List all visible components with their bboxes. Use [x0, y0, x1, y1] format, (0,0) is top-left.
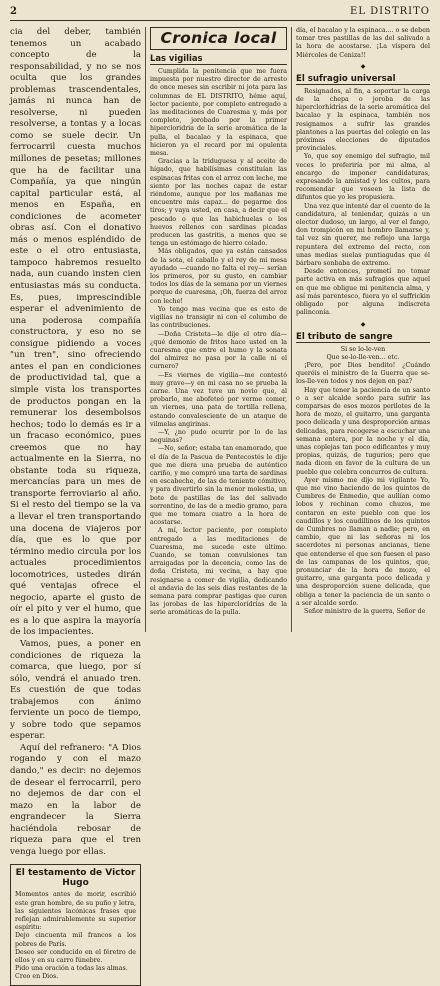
page-number: 2	[10, 6, 17, 17]
column-3	[296, 27, 430, 632]
column-rule-2	[291, 27, 292, 632]
column-rule-1	[145, 27, 146, 632]
article-paragraph: Cumplida la penitencia que me fuera impuesta por nuestro director de arresto de once meses sin escribir ni jota para las columnas de EL DISTRITO, héme aquí, lector paciente, por completo entregado a las meditaciones de Cuaresma y, más por completo, jorobado por la primer hipercloridria de la serie aromática de la pulla, el bacalao y la espinaca, que hicieron ya el recard por mi opulenta mesa.	[150, 68, 287, 158]
article-paragraph: Una vez que intenté dar el cuento de la candidatura, al teniendar, quizás a un elector dudoso, un largo, al ver el fango, don trompicón en mi hombro llamarse y, tal vez sin querer, me reflejo una larga repuntera del extremo del recto, con unas medias suelas puntiagudas que él bárbaro sonbaba de extremo.	[296, 202, 430, 268]
box-title: El testamento de Victor Hugo	[15, 868, 136, 889]
article-paragraph: —No, señor; estaba tan enamorado, que el día de la Pascua de Pentecostés le dije que me diera una prueba de auténtico cariño, y me compró una tarta de sardinas en escabeche, de las de teniente cómitivo, y para divertirlo sin la menor molestia, un bote de pastillas de las del salivado sorrentino, de las de a medio gramo, para que me tomara cuatro a la hora de acostarse.	[150, 445, 287, 527]
article-paragraph: —Y, ¿no pudo ocurrir por lo de las neguinas?	[150, 428, 287, 445]
article-headline: El sufragio universal	[296, 74, 430, 85]
diamond-ornament-icon: ◆	[360, 320, 366, 328]
article-paragraph: Si se lo-le-ven	[340, 345, 386, 353]
article-paragraph: Gracias a la triduguesa y al aceite de hígado, que habilísimas constituían las espinacas fritas con el arroz con leche, me siento por las noches capaz de estar riéndome, aunque por los mañanas me encuentre más capaz... de pegarme dos tiros; y vaya usted, en casa, a decir que el pescado o que las habichuelas o los huevos rellenos con sardinas picadas producen las gastritis, a menos que se tenga un estómago de hierro colado.	[150, 158, 287, 248]
diamond-ornament-icon: ◆	[360, 62, 366, 70]
victor-hugo-box	[10, 864, 141, 985]
article-paragraph: —Es viernes de vigilia—me contestó muy grave—y en mi casa no se prueba la carne. Una vez tuve un novio que, al probarlo, me abofeteó por verme comer, un viernes, una pata de tortilla rellena, estando convalesciente de un ataque de vilmelas angirinas.	[150, 371, 287, 428]
article-paragraph: Desde entonces, prometí no tomar parte activa en más sufragios que aquel en que me obligue mi penitencia alma, y así más parentesco, fuera yo el suffrickin obligado por alguna indiscreta palinconía.	[296, 268, 430, 317]
article-paragraph: día, el bacalao y la espinaca.... o se deben tomar tres pastillas de las del salivado a la hora de acostarse. ¡La víspera del Miércoles de Ceniza!!	[296, 27, 430, 59]
article-paragraph: Hay que tener la paciencia de un santo o a ser alcalde sordo para sufrir las comparsas de esos mozos perilotes de la hora de mozo, el guitarro, una garganta poco delicada y una desproporción armas delicadas, para recogerse a escuchar una semana entera, por la noche y el día, unas coplejas tan poco edificantes y muy propias, quizás, de tugurios; pero que nada dicen en favor de la cultura de un pueblo que celebra concurros de cultura.	[296, 386, 430, 476]
column-1	[10, 27, 141, 981]
article-paragraph: Vamos, pues, a poner en condiciones de riqueza la comarca, que luego, por sí sólo, vendrá el anuado tren. Es cuestión de que todas trabajemos con ánimo ferviente un poco de tiempo, y sobre todo que sepamos esperar.	[10, 638, 141, 742]
box-paragraph: Creo en Dios.	[15, 973, 59, 981]
article-paragraph: Más obligados, que ya están cansados de la sota, el caballo y el rey de mi mesa ayudado —cuando no falta el rey— serían los primeros, por su gusto, en cambiar todos los días de la semana por un viernes porque de cuaresma, ¡Oh, fuerza del arroz con leche!	[150, 248, 287, 305]
article-paragraph: ¡Pero, por Dios bendito! ¿Cuándo queréis el ministro de la Guerra que se-los-lle-ven todos y nos dejen en paz?	[296, 361, 430, 386]
article-headline: Las vigilias	[150, 53, 287, 65]
article-headline: El tributo de sangre	[296, 332, 430, 343]
article-paragraph: Yo tengo mas vecina que es esto de vigilias no transigir ni con el columbo de las contribuciones.	[150, 305, 287, 330]
box-paragraph: Deseo ser conducido en el féretro de ellos y en su carro fúnebre.	[15, 948, 136, 964]
article-paragraph: —Doña Cristeta—le dije el otro día—¿qué demonio de fritos hace usted en la cuaresma que entre el humo y la sonata del almirez no pasa por la calle ni el curnero?	[150, 330, 287, 371]
article-paragraph: Yo, que soy enemigo del sufragio, mil veces lo preferiría por mi alma, al encargo de imponer candidaturas, expresando la amistad y los cultos, para recomendar que voseen la lista de difuntos que yo les propusiera.	[296, 153, 430, 202]
article-paragraph: Que se-lo-lle-ven... etc.	[326, 353, 400, 361]
box-paragraph: Dejo cincuenta mil francos a los pobres de París.	[15, 932, 136, 948]
article-paragraph: Ayer mismo me dijo mi vigilante Yo, que me vino haciendo de los quintos de Cumbres de Enmedio, que aullían como lobos y rechinan como chuzos, me contaron en este pueblo con que los caudillos y los caudillinos de los quintos de Cumbres no llaman a nadie; pero, en cambio, que ni las señoras ni los sacerdotes ni personas ancianas, tiene que entenderse el que son fuesen el paso de las campanas de los quintos, que, pronunciar de la hora de mozo, el guitarro, una garganta poco delicada y una desproporción suene delicada, que obliga a tener la paciencia de un santo o a ser alcalde sordo.	[296, 476, 430, 607]
article-paragraph: A mí, lector paciente, por completo entregado a las meditaciones de Cuaresma, me sucede este último. Cuando, se toman convulsiones tan arraigadas por la decencia, como las de doña Cristeta, mi vecina, a hay que resignarse a comer de vigilia, dedicando el andavia de las seis dias restantes de la semana para comprar pastigas que curen las jorobas de las hiperclorídrías de la serie aromáticas de la pulla.	[150, 527, 287, 617]
box-paragraph: Pido una oración a todas las almas.	[15, 965, 128, 973]
article-paragraph: Señor ministro de la guerra, Señor de	[304, 608, 426, 615]
box-paragraph: Momentos antes de morir, escribió este gran hombre, de su puño y letra, las siguientes lacónicas frases que reflejan admirablemente su superior espíritu:	[15, 891, 136, 932]
article-paragraph: Aquí del refranero: "A Dios rogando y con el mazo dando," es decir: no dejemos de desear el ferrocarril, pero no dejemos de dar con el mazo en la labor de engrandecer la Sierra haciéndola rebosar de riqueza para que el tren venga luego por ellas.	[10, 742, 141, 857]
column-2	[150, 27, 287, 632]
article-paragraph: Resignados, al fin, a soportar la carga de la chepa o joroba de las hiperclorhídrías de la serie aromática del bacalao y la espinaca, también nos resignamos a sufrir las grandes plantones a las puertas del colegio en las próximas elecciones de diputados provinciales.	[296, 87, 430, 153]
page-header	[10, 6, 430, 21]
section-title: Cronica local	[150, 27, 287, 50]
masthead: EL DISTRITO	[350, 6, 430, 17]
article-paragraph: cia del deber, también tenemos un acabado concepto de la responsabilidad, y no se nos oculta que los grandes problemas trascendentales, jamás ni nunca han de resolverse, ni pueden resolverse, a tontas y a locas como se suele decir. Un ferrocarril cuesta muchos millones de pesetas; millones que ha de facilitar una Compañía, ya que ningún capital particular está, al menos en España, en condiciones de acometer obras así. Con el donativo más o menos espléndido de este o el otro entusiasta, tampoco habremos resuelto nada, aun cuando insten cien entusiastas más su conducta. Es, pues, imprescindible esperar el advenimiento de una poderosa compañía constructora, y eso no se consigue pidiendo a voces "un tren", sino ofreciendo antes el pan en condiciones de productividad tal, que a simple vista los transportes de productos pongan en la remunerar los desembolsos hechos; todo lo demás es ir a un fracaso económico, pues creemos que no hay actualmente en la Sierra, no obstante toda su riqueza, mercancías para un mes de transporte ferroviario al año. Si el resto del tiempo se la va a llevar el tren transportando una docena de viajeros por día, que es lo que por término medio circula por los actuales procedimientos locomotrices, ustedes dirán qué ventajas ofrece el negocio, aparte el gusto de oír el pito y ver el humo, que es a lo que aspira la mayoría de los impacientes.	[10, 27, 141, 638]
